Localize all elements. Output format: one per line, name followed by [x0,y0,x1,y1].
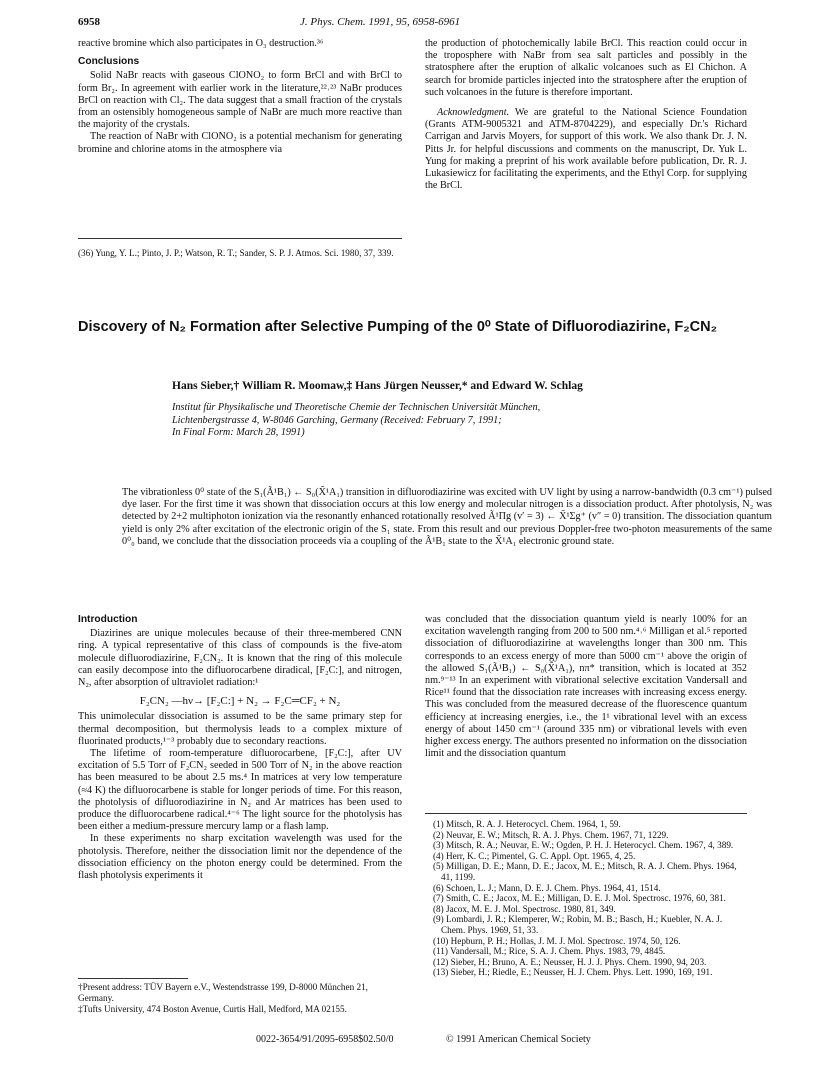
intro-paragraph: Diazirines are unique molecules because of their three-membered CNN ring. A typical representative of this class of compounds is the five-atom molecule difluorodiazirine, F₂CN₂. It is known that the ring of this molecule can easily decompose into the difluorocarbene diradical, [F₂C:], and nitrogen, N₂, after absorption of ultraviolet radiation:¹ [78,628,402,689]
reference-item: (2) Neuvar, E. W.; Mitsch, R. A. J. Phys. Chem. 1967, 71, 1229. [433,829,669,840]
affiliation-line: Lichtenbergstrasse 4, W-8046 Garching, Germany (Received: February 7, 1991; [172,414,502,426]
prev-article-paragraph: the production of photochemically labile BrCl. This reaction could occur in the troposphere with NaBr from sea salt particles and possibly in the stratosphere after the eruption of alkalic volcanoes such as El Chichon. A search for bromide particles injected into the stratosphere after the eruption of such volcanoes in the future is therefore important. [425,38,747,98]
intro-paragraph: The lifetime of room-temperature difluorocarbene, [F₂C:], after UV excitation of 5.5 Torr of F₂CN₂ seeded in 500 Torr of N₂ in the above reaction has been measured to be about 2.5 ms.⁴ In matrices at very low temperature (≈4 K) the difluorocarbene is stable for longer periods of time. For this reason, the photolysis of difluorodiazirine in N₂ and Ar matrices has been used to produce the difluorocarbene radical.⁴⁻⁶ The light source for the photolysis has been either a medium-pressure mercury lamp or a flash lamp. [78,748,402,833]
dissociation-equation: F₂CN₂ —hν→ [F₂C:] + N₂ → F₂C═CF₂ + N₂ [139,695,341,708]
intro-paragraph: was concluded that the dissociation quantum yield is nearly 100% for an excitation wavelength ranging from 200 to 500 nm.⁴˒⁶ Milligan et al.⁵ reported dissociation of difluorodiazirine at wavelengths longer than 300 nm. This corresponds to an excess energy of more than 5000 cm⁻¹ above the origin of the allowed S₁(Ã¹B₁) ← S₀(X̃¹A₁), nπ* transition, which is located at 352 nm.⁹⁻¹³ In an experiment with vibrational selective excitation Vandersall and Rice¹¹ found that the dissociation rate increases with increasing excess energy. This was concluded from the measured decrease of the fluorescence quantum efficiency at increasing energies, i.e., the 1¹ vibrational level with an excess energy of about 1450 cm⁻¹ (around 335 nm) or vibrational levels with even higher excess energy. The authors presented no information on the dissociation limit and the dissociation quantum [425,614,747,760]
acknowledgment-text: We are grateful to the National Science Foundation (Grants ATM-9005321 and ATM-8704229), and especially Dr.'s Richard Carrigan and Jarvis Moyers, for support of this work. We also thank Dr. J. N. Pitts Jr. for helpful discussions and comments on the manuscript, Dr. Yuk L. Yung for making a preprint of his work available before publication, Dr. R. J. Lukasiewicz for facilitating the experiments, and the Ethyl Corp. for supplying the BrCl. [425,107,747,192]
journal-name: J. Phys. Chem. [300,16,366,28]
acknowledgment-paragraph [425,107,747,192]
affiliation-line: Institut für Physikalische und Theoretische Chemie der Technischen Universität München, [172,402,541,413]
reference-item: (8) Jacox, M. E. J. Mol. Spectrosc. 1980, 81, 349. [433,903,616,914]
abstract: The vibrationless 0⁰ state of the S₁(Ã¹B₁) ← S₀(X̃¹A₁) transition in difluorodiazirine was excited with UV light by using a narrow-bandwidth (0.3 cm⁻¹) pulsed dye laser. For the first time it was shown that dissociation occurs at this low energy and molecular nitrogen is a dissociation product. After photolysis, N₂ was detected by 2+2 multiphoton ionization via the resonantly enhanced rotationally resolved Ã¹Πg (v′ = 3) ← X̃¹Σg⁺ (v″ = 0) transition. The dissociation quantum yield is only 2% after excitation of the electronic origin of the S₁ state. From this result and our previous Doppler-free two-photon measurements of the same 0⁰₀ band, we conclude that the dissociation proceeds via a coupling of the Ã¹B₁ state to the X̃¹A₁ electronic ground state. [122,487,773,547]
article-title: Discovery of N₂ Formation after Selective Pumping of the 0⁰ State of Difluorodiazirine, F₂CN₂ [78,319,718,335]
reference-item: (6) Schoen, L. J.; Mann, D. E. J. Chem. Phys. 1964, 41, 1514. [433,882,661,893]
reference-item: (9) Lombardi, J. R.; Klemperer, W.; Robin, M. B.; Basch, H.; Kuebler, N. A. J. Chem. Phys. 1969, 51, 33. [433,914,723,935]
conclusions-paragraph: Solid NaBr reacts with gaseous ClONO₂ to form BrCl and with BrCl to form Br₂. In agreement with earlier work in the literature,²²˒²³ NaBr produces BrCl on reaction with Cl₂. The data suggest that a small fraction of the crystals from an ostensibly homogeneous sample of NaBr are much more reactive than the majority of the crystals. [78,70,402,131]
prev-article-intro: reactive bromine which also participates in O₃ destruction.³⁶ [78,38,324,49]
article-affiliation [172,402,732,440]
issn-code: 0022-3654/91/2095-6958$02.50/0 [256,1034,394,1045]
running-header [300,16,460,28]
page-number: 6958 [78,16,100,28]
references-rule [425,813,747,814]
introduction-heading: Introduction [78,614,138,625]
footnote-36: (36) Yung, Y. L.; Pinto, J. P.; Watson, R. T.; Sander, S. P. J. Atmos. Sci. 1980, 37, 339. [78,248,394,258]
footnote-rule [78,238,402,239]
prev-article-left-column [78,38,402,156]
references-list [433,819,747,978]
conclusions-heading: Conclusions [78,56,140,68]
conclusions-paragraph: The reaction of NaBr with ClONO₂ is a potential mechanism for generating bromine and chlorine atoms in the atmosphere via [78,131,402,155]
prev-article-right-column [425,38,747,192]
reference-item: (10) Hepburn, P. H.; Hollas, J. M. J. Mol. Spectrosc. 1974, 50, 126. [433,935,681,946]
citation: 1991, 95, 6958-6961 [368,16,461,28]
reference-item: (7) Smith, C. E.; Jacox, M. E.; Milligan, D. E. J. Mol. Spectrosc. 1976, 60, 381. [433,893,726,904]
reference-item: (5) Milligan, D. E.; Mann, D. E.; Jacox, M. E.; Mitsch, R. A. J. Chem. Phys. 1964, 41, 1199. [433,861,737,882]
reference-item: (12) Sieber, H.; Bruno, A. E.; Neusser, H. J. J. Phys. Chem. 1990, 94, 203. [433,956,707,967]
reference-item: (3) Mitsch, R. A.; Neuvar, E. W.; Ogden, P. H. J. Heterocycl. Chem. 1967, 4, 389. [433,840,734,851]
article-authors: Hans Sieber,† William R. Moomaw,‡ Hans Jürgen Neusser,* and Edward W. Schlag [172,380,583,392]
reference-item: (13) Sieber, H.; Riedle, E.; Neusser, H. J. Chem. Phys. Lett. 1990, 169, 191. [433,967,713,978]
acknowledgment-label: Acknowledgment. [437,107,510,119]
affiliation-line: In Final Form: March 28, 1991) [172,427,305,438]
reference-item: (1) Mitsch, R. A. J. Heterocycl. Chem. 1964, 1, 59. [433,819,621,829]
intro-left-column [78,614,402,882]
intro-paragraph: This unimolecular dissociation is assumed to be the same primary step for thermal decomposition, but thermolysis leads to a complex mixture of fluorinated products,¹⁻³ probably due to secondary reactions. [78,711,402,747]
intro-right-column [425,614,747,760]
copyright: © 1991 American Chemical Society [446,1034,591,1045]
footnote-present-address: †Present address: TÜV Bayern e.V., Westendstrasse 199, D-8000 München 21, Germany. [78,982,368,1003]
footnote-tufts: ‡Tufts University, 474 Boston Avenue, Curtis Hall, Medford, MA 02155. [78,1004,347,1014]
author-footnotes [78,982,402,1015]
reference-item: (4) Herr, K. C.; Pimentel, G. C. Appl. Opt. 1965, 4, 25. [433,850,636,861]
footnote-rule [78,978,188,979]
intro-paragraph: In these experiments no sharp excitation wavelength was used for the photolysis. Therefore, neither the dissociation limit nor the dependence of the dissociation efficiency on the photon energy could be determined. From the flash photolysis experiments it [78,833,402,882]
reference-item: (11) Vandersall, M.; Rice, S. A. J. Chem. Phys. 1983, 79, 4845. [433,946,666,957]
